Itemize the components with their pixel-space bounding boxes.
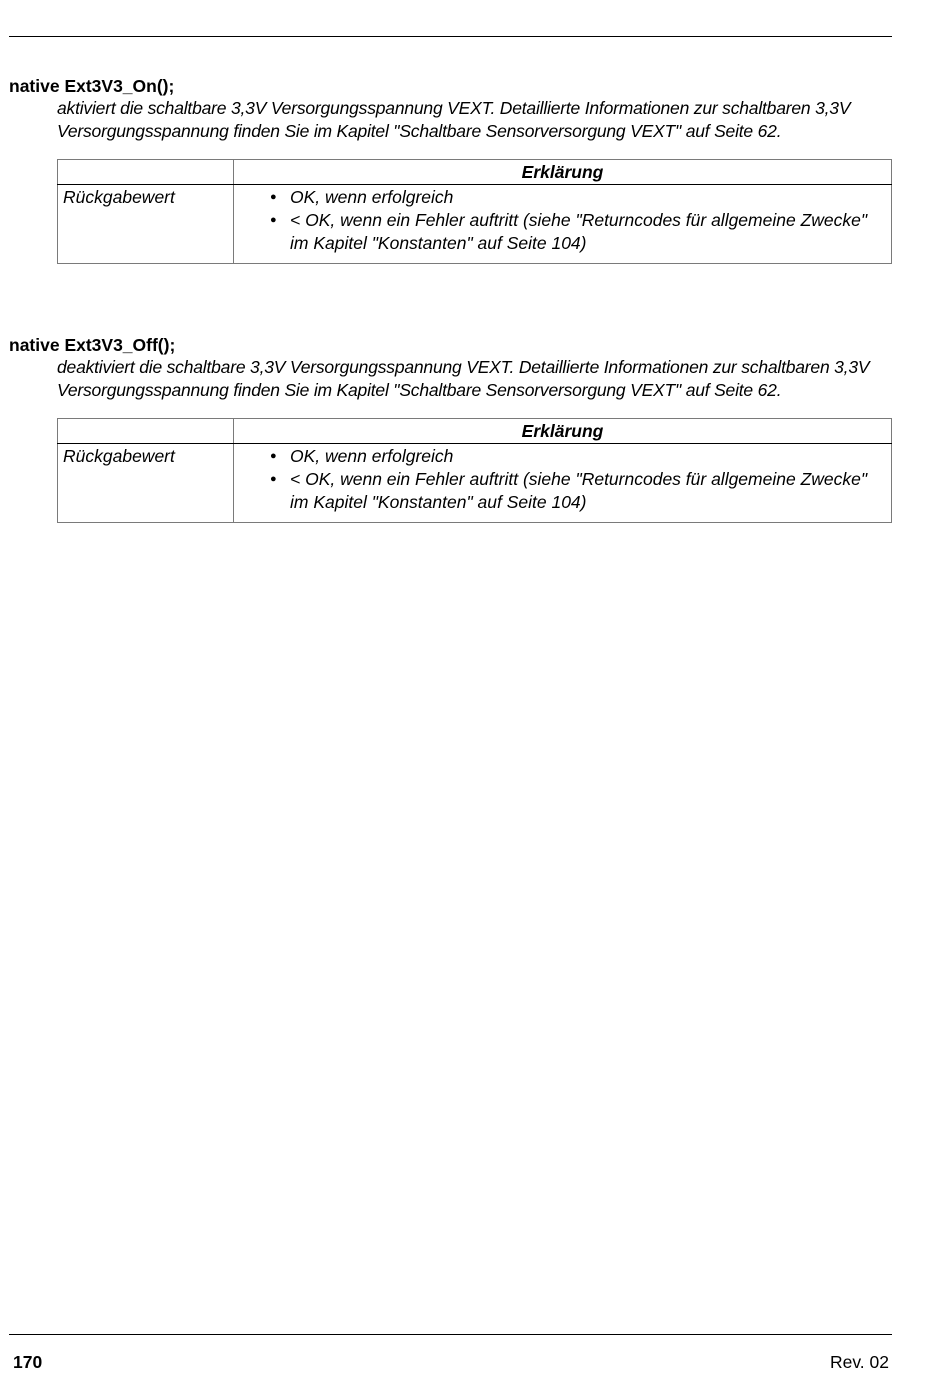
table-row	[58, 185, 892, 264]
list-item-text: < OK, wenn ein Fehler auftritt (siehe "Returncodes für allgemeine Zwecke" im Kapitel "Konstanten" auf Seite 104)	[290, 469, 868, 512]
table-header-row	[58, 419, 892, 444]
table-header-empty	[58, 419, 234, 444]
bullet-list	[234, 186, 887, 255]
function-section-ext3v3-on	[9, 75, 892, 264]
return-value-table	[57, 418, 892, 523]
list-item-text: < OK, wenn ein Fehler auftritt (siehe "Returncodes für allgemeine Zwecke" im Kapitel "Konstanten" auf Seite 104)	[290, 210, 868, 253]
list-item	[270, 209, 887, 255]
header-rule	[9, 36, 892, 37]
bullet-icon: ●	[270, 473, 277, 485]
table-header-erklaerung: Erklärung	[234, 419, 892, 444]
revision-label: Rev. 02	[829, 1352, 889, 1372]
table-header-row	[58, 160, 892, 185]
row-label: Rückgabewert	[58, 444, 234, 523]
page-number: 170	[13, 1352, 43, 1372]
bullet-list	[234, 445, 887, 514]
row-label: Rückgabewert	[58, 185, 234, 264]
table-header-empty	[58, 160, 234, 185]
function-description: aktiviert die schaltbare 3,3V Versorgungsspannung VEXT. Detaillierte Informationen zur schaltbaren 3,3V Versorgungsspannung finden Sie im Kapitel "Schaltbare Sensorversorgung VEXT" auf Seite 62.	[57, 98, 851, 141]
list-item-text: OK, wenn erfolgreich	[290, 446, 454, 466]
row-content	[234, 444, 892, 523]
footer-rule	[9, 1334, 892, 1335]
list-item	[270, 445, 887, 468]
function-title: native Ext3V3_Off();	[9, 335, 176, 355]
list-item-text: OK, wenn erfolgreich	[290, 187, 454, 207]
function-section-ext3v3-off	[9, 334, 892, 523]
bullet-icon: ●	[270, 191, 277, 203]
function-title: native Ext3V3_On();	[9, 76, 175, 96]
list-item	[270, 186, 887, 209]
table-row	[58, 444, 892, 523]
bullet-icon: ●	[270, 214, 277, 226]
table-header-erklaerung: Erklärung	[234, 160, 892, 185]
bullet-icon: ●	[270, 450, 277, 462]
return-value-table	[57, 159, 892, 264]
list-item	[270, 468, 887, 514]
row-content	[234, 185, 892, 264]
function-description: deaktiviert die schaltbare 3,3V Versorgungsspannung VEXT. Detaillierte Informationen zur schaltbaren 3,3V Versorgungsspannung finden Sie im Kapitel "Schaltbare Sensorversorgung VEXT" auf Seite 62.	[57, 357, 870, 400]
